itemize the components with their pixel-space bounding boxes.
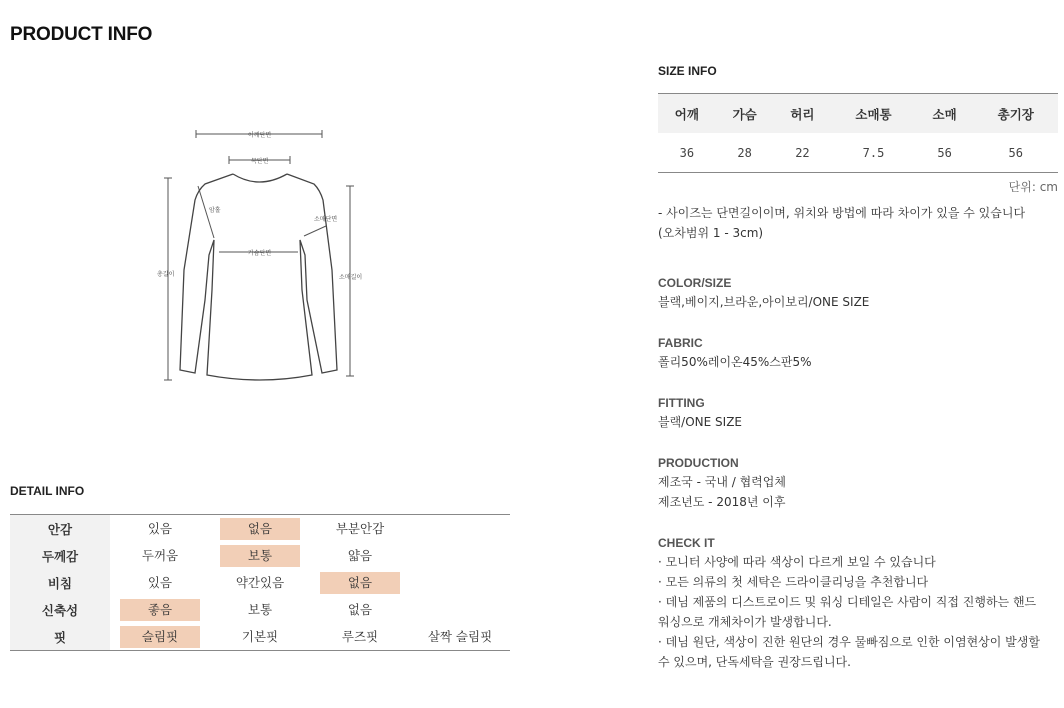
diagram-label-sleeve-width: 소매단면 (314, 216, 338, 223)
check-it-line: · 데님 원단, 색상이 진한 원단의 경우 물빠짐으로 인한 이염현상이 발생할 (658, 635, 1040, 649)
fitting-title: FITTING (658, 396, 705, 410)
detail-option (310, 515, 410, 543)
detail-option (110, 515, 210, 543)
detail-row-label: 두께감 (10, 542, 110, 569)
diagram-label-chest: 가슴단면 (248, 250, 272, 257)
size-header-cell: 소매 (916, 94, 974, 134)
check-it-line: 수 있으며, 단독세탁을 권장드립니다. (658, 655, 851, 669)
size-value-cell: 36 (679, 145, 695, 160)
detail-option-text: 부분안감 (335, 520, 385, 536)
production-title: PRODUCTION (658, 456, 739, 470)
size-header-cell: 어깨 (658, 94, 716, 134)
check-it-title: CHECK IT (658, 536, 715, 550)
size-table-header-row (658, 94, 1058, 134)
size-header-cell: 가슴 (716, 94, 774, 134)
detail-option (210, 623, 310, 651)
detail-option-text: 두꺼움 (141, 547, 179, 563)
detail-option (410, 515, 510, 543)
detail-row (10, 569, 510, 596)
diagram-label-armhole: 암홀 (209, 207, 221, 214)
detail-option (110, 542, 210, 569)
detail-row (10, 542, 510, 569)
detail-option-text: 기본핏 (241, 628, 279, 644)
detail-option-text: 보통 (220, 545, 300, 567)
detail-option-text: 보통 (247, 601, 273, 617)
detail-option-text: 있음 (147, 574, 173, 590)
size-info-title: SIZE INFO (658, 64, 717, 78)
diagram-label-sleeve-length: 소매길이 (339, 274, 363, 281)
detail-option-text: 약간있음 (235, 574, 285, 590)
fitting-value: 블랙/ONE SIZE (658, 415, 743, 429)
detail-option-text: 없음 (320, 572, 400, 594)
color-size-title: COLOR/SIZE (658, 276, 732, 290)
detail-option (210, 569, 310, 596)
diagram-label-neck: 목단면 (251, 158, 269, 165)
detail-row-label: 안감 (10, 515, 110, 543)
page-title: PRODUCT INFO (10, 24, 153, 45)
size-header-cell: 허리 (774, 94, 832, 134)
detail-option-text: 루즈핏 (341, 628, 379, 644)
detail-row-label: 비침 (10, 569, 110, 596)
detail-option-text: 좋음 (120, 599, 200, 621)
detail-option (310, 542, 410, 569)
size-note (658, 203, 1062, 243)
detail-option-selected (210, 542, 310, 569)
detail-option-selected (110, 596, 210, 623)
detail-row-label: 핏 (10, 623, 110, 651)
detail-option-text: 슬림핏 (120, 626, 200, 648)
size-value-cell: 7.5 (862, 145, 885, 160)
size-note-line: (오차범위 1 - 3cm) (658, 226, 764, 240)
detail-option-text: 얇음 (347, 547, 373, 563)
detail-option (310, 623, 410, 651)
detail-option-text: 있음 (147, 520, 173, 536)
detail-row-label: 신축성 (10, 596, 110, 623)
detail-option (410, 623, 510, 651)
production-line: 제조국 - 국내 / 협력업체 (658, 475, 786, 489)
size-value-cell: 56 (937, 145, 952, 160)
check-it-line: 워싱으로 개체차이가 발생합니다. (658, 615, 832, 629)
size-value-cell: 22 (795, 145, 810, 160)
detail-row (10, 596, 510, 623)
garment-diagram (150, 120, 380, 395)
production-line: 제조년도 - 2018년 이후 (658, 495, 786, 509)
size-note-line: - 사이즈는 단면길이이며, 위치와 방법에 따라 차이가 있을 수 있습니다 (658, 206, 1026, 220)
detail-option-selected (310, 569, 410, 596)
fabric-title: FABRIC (658, 336, 703, 350)
detail-info-table (10, 514, 510, 651)
check-it-line: · 데님 제품의 디스트로이드 및 워싱 디테일은 사람이 직접 진행하는 핸드 (658, 595, 1037, 609)
fabric-value: 폴리50%레이온45%스판5% (658, 355, 812, 369)
size-header-cell: 소매통 (831, 94, 915, 134)
detail-row (10, 515, 510, 543)
diagram-label-shoulder: 어깨단면 (248, 132, 272, 139)
detail-option (410, 542, 510, 569)
size-value-cell: 28 (737, 145, 752, 160)
detail-option-text: 없음 (220, 518, 300, 540)
detail-option-text: 살짝 슬림핏 (427, 628, 493, 644)
check-it-line: · 모든 의류의 첫 세탁은 드라이클리닝을 추천합니다 (658, 575, 929, 589)
detail-option-text: 없음 (347, 601, 373, 617)
detail-option (210, 596, 310, 623)
size-table (658, 93, 1058, 173)
size-header-cell: 총기장 (974, 94, 1059, 134)
detail-option-selected (210, 515, 310, 543)
detail-info-title: DETAIL INFO (10, 484, 85, 498)
detail-option (310, 596, 410, 623)
color-size-value: 블랙,베이지,브라운,아이보리/ONE SIZE (658, 295, 870, 309)
check-it-line: · 모니터 사양에 따라 색상이 다르게 보일 수 있습니다 (658, 555, 936, 569)
size-table-value-row (658, 133, 1058, 173)
detail-row (10, 623, 510, 651)
size-value-cell: 56 (1008, 145, 1023, 160)
detail-option (110, 569, 210, 596)
detail-option (410, 596, 510, 623)
diagram-label-total-length: 총길이 (157, 271, 175, 278)
detail-option-selected (110, 623, 210, 651)
detail-option (410, 569, 510, 596)
size-unit: 단위: cm (1008, 180, 1058, 194)
